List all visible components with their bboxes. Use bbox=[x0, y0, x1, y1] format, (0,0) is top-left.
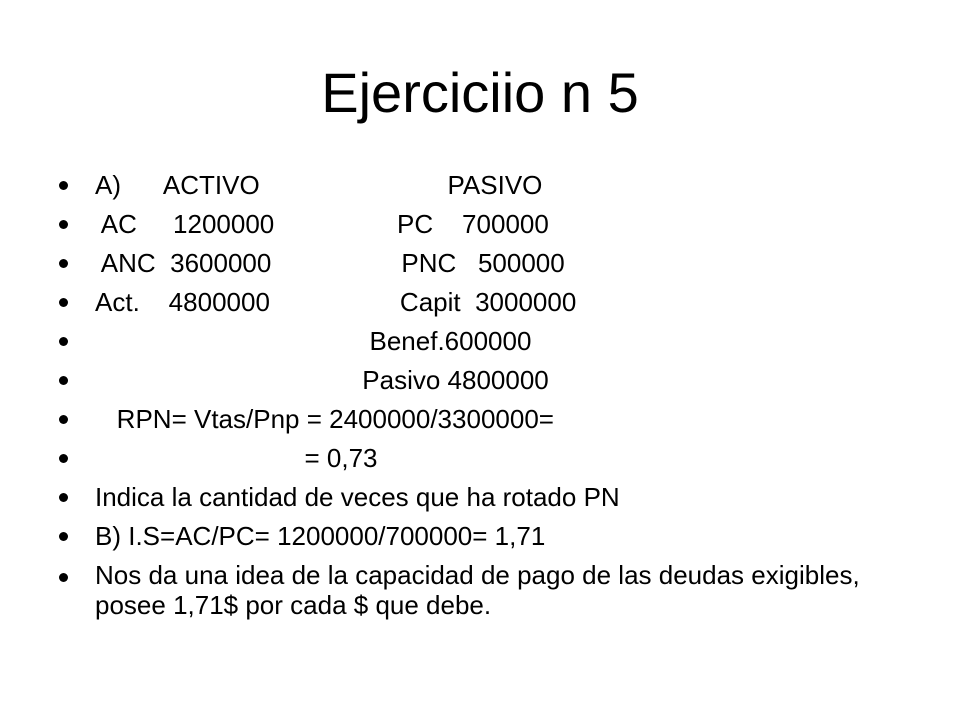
bullet-item bbox=[56, 205, 936, 244]
bullet-item bbox=[56, 166, 936, 205]
bullet-dot-icon bbox=[59, 493, 68, 502]
bullet-text: ANC 3600000 PNC 500000 bbox=[95, 248, 565, 278]
slide-title: Ejerciciio n 5 bbox=[321, 61, 639, 124]
bullet-dot-icon bbox=[59, 415, 68, 424]
bullet-text: Pasivo 4800000 bbox=[95, 365, 549, 395]
bullet-dot-icon bbox=[59, 573, 68, 582]
bullet-item bbox=[56, 361, 936, 400]
bullet-text: Nos da una idea de la capacidad de pago de las deudas exigibles, posee 1,71$ por cada $ que debe. bbox=[95, 560, 860, 620]
bullet-dot-icon bbox=[59, 376, 68, 385]
bullet-text: = 0,73 bbox=[95, 443, 378, 473]
bullet-dot-icon bbox=[59, 298, 68, 307]
bullet-item bbox=[56, 400, 936, 439]
bullet-dot-icon bbox=[59, 220, 68, 229]
bullet-text: AC 1200000 PC 700000 bbox=[95, 209, 549, 239]
bullet-text: A) ACTIVO PASIVO bbox=[95, 170, 543, 200]
bullet-dot-icon bbox=[59, 337, 68, 346]
bullet-dot-icon bbox=[59, 181, 68, 190]
bullet-text: B) I.S=AC/PC= 1200000/700000= 1,71 bbox=[95, 521, 546, 551]
bullet-item bbox=[56, 517, 936, 556]
bullet-text: Benef.600000 bbox=[95, 326, 532, 356]
bullet-item bbox=[56, 322, 936, 361]
bullet-text: RPN= Vtas/Pnp = 2400000/3300000= bbox=[95, 404, 554, 434]
bullet-text: Act. 4800000 Capit 3000000 bbox=[95, 287, 577, 317]
bullet-dot-icon bbox=[59, 532, 68, 541]
bullet-item bbox=[56, 283, 936, 322]
bullet-dot-icon bbox=[59, 454, 68, 463]
bullet-item bbox=[56, 244, 936, 283]
bullet-item bbox=[56, 556, 936, 620]
bullet-dot-icon bbox=[59, 259, 68, 268]
bullet-item bbox=[56, 478, 936, 517]
bullet-text: Indica la cantidad de veces que ha rotado PN bbox=[95, 482, 620, 512]
bullet-list bbox=[56, 166, 936, 620]
bullet-item bbox=[56, 439, 936, 478]
